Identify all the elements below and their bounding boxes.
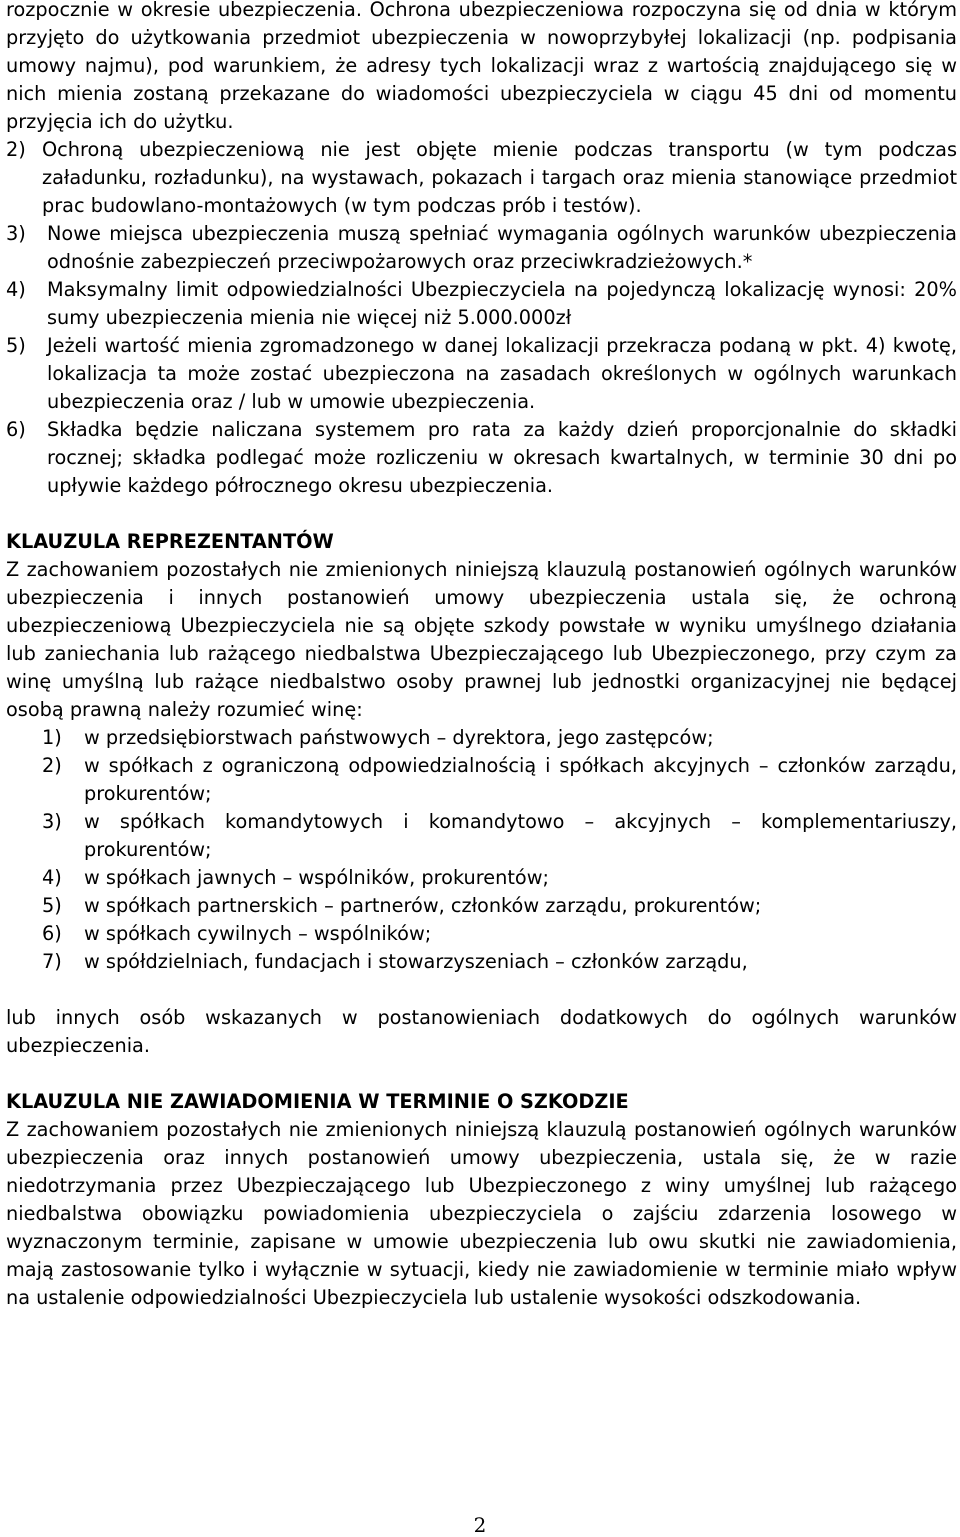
list-item-number: 4)	[6, 278, 26, 301]
section-heading: KLAUZULA NIE ZAWIADOMIENIA W TERMINIE O SZKODZIE	[6, 1090, 629, 1113]
page-number: 2	[473, 1513, 487, 1537]
list-item-number: 5)	[6, 334, 26, 357]
list-item-text: w spółkach cywilnych – wspólników;	[84, 922, 432, 945]
section-body: Z zachowaniem pozostałych nie zmienionych niniejszą klauzulą postanowień ogólnych warunków ubezpieczenia i innych postanowień umowy ubezpieczenia ustala się, że ochroną ubezpieczeniową Ubezpieczyciela nie są objęte szkody powstałe w wyniku umyślnego działania lub zaniechania lub rażącego niedbalstwa Ubezpieczającego lub Ubezpieczonego, przy czym za winę umyślną lub rażące niedbalstwo osoby prawnej lub jednostki organizacyjnej nie będącej osobą prawną należy rozumieć winę:	[6, 558, 957, 721]
list-item-text: w spółkach jawnych – wspólników, prokurentów;	[84, 866, 549, 889]
intro-continuation: rozpocznie w okresie ubezpieczenia. Ochrona ubezpieczeniowa rozpoczyna się od dnia w którym przyjęto do użytkowania przedmiot ubezpieczenia w nowoprzybyłej lokalizacji (np. podpisania umowy najmu), pod warunkiem, że adresy tych lokalizacji wraz z wartością znajdującego się w nich mienia zostaną przekazane do wiadomości ubezpieczyciela w ciągu 45 dni od momentu przyjęcia ich do użytku.	[6, 0, 957, 133]
section-heading: KLAUZULA REPREZENTANTÓW	[6, 530, 334, 553]
section-body: Z zachowaniem pozostałych nie zmienionych niniejszą klauzulą postanowień ogólnych warunków ubezpieczenia oraz innych postanowień umowy ubezpieczenia, ustala się, że w razie niedotrzymania przez Ubezpieczającego lub Ubezpieczonego z winy umyślnej lub rażącego niedbalstwa obowiązku powiadomienia ubezpieczyciela o zajściu zdarzenia losowego w wyznaczonym terminie, zapisane w umowie ubezpieczenia lub owu skutki nie zawiadomienia, mają zastosowanie tylko i wyłącznie w sytuacji, kiedy nie zawiadomienie w terminie miało wpływ na ustalenie odpowiedzialności Ubezpieczyciela lub ustalenie wysokości odszkodowania.	[6, 1118, 957, 1309]
list-item	[42, 892, 957, 920]
list-item	[6, 416, 957, 500]
list-item-text: w spółkach z ograniczoną odpowiedzialnością i spółkach akcyjnych – członków zarządu, prokurentów;	[84, 754, 957, 805]
list-item-text: Maksymalny limit odpowiedzialności Ubezpieczyciela na pojedynczą lokalizację wynosi: 20% sumy ubezpieczenia mienia nie więcej niż 5.000.000zł	[47, 278, 957, 329]
list-item	[42, 752, 957, 808]
list-item-number: 2)	[6, 138, 26, 161]
list-item	[6, 276, 957, 332]
list-item	[42, 724, 957, 752]
list-item-number: 7)	[42, 950, 62, 973]
list-item	[6, 136, 957, 220]
section-spacer	[6, 976, 957, 1004]
list-item	[6, 332, 957, 416]
list-item-text: w spółkach partnerskich – partnerów, członków zarządu, prokurentów;	[84, 894, 762, 917]
intro-list	[6, 136, 957, 500]
list-item	[42, 808, 957, 864]
list-item-number: 5)	[42, 894, 62, 917]
list-item-text: w spółkach komandytowych i komandytowo – akcyjnych – komplementariuszy, prokurentów;	[84, 810, 957, 861]
document-page	[6, 0, 957, 1312]
list-item	[6, 220, 957, 276]
list-item-number: 2)	[42, 754, 62, 777]
list-item-number: 6)	[42, 922, 62, 945]
list-item-text: Ochroną ubezpieczeniową nie jest objęte mienie podczas transportu (w tym podczas załadunku, rozładunku), na wystawach, pokazach i targach oraz mienia stanowiące przedmiot prac budowlano-montażowych (w tym podczas prób i testów).	[42, 138, 957, 217]
section-spacer	[6, 1060, 957, 1088]
section-closing: lub innych osób wskazanych w postanowieniach dodatkowych do ogólnych warunków ubezpieczenia.	[6, 1006, 957, 1057]
list-item	[42, 948, 957, 976]
list-item-number: 3)	[6, 222, 26, 245]
list-item-text: Jeżeli wartość mienia zgromadzonego w danej lokalizacji przekracza podaną w pkt. 4) kwotę, lokalizacja ta może zostać ubezpieczona na zasadach określonych w ogólnych warunkach ubezpieczenia oraz / lub w umowie ubezpieczenia.	[47, 334, 957, 413]
representatives-clause	[6, 528, 957, 1060]
list-item-number: 4)	[42, 866, 62, 889]
section-spacer	[6, 500, 957, 528]
notification-clause	[6, 1088, 957, 1312]
list-item	[42, 864, 957, 892]
list-item-number: 1)	[42, 726, 62, 749]
list-item-text: Składka będzie naliczana systemem pro rata za każdy dzień proporcjonalnie do składki rocznej; składka podlegać może rozliczeniu w okresach kwartalnych, w terminie 30 dni po upływie każdego półrocznego okresu ubezpieczenia.	[47, 418, 957, 497]
list-item-text: w spółdzielniach, fundacjach i stowarzyszeniach – członków zarządu,	[84, 950, 748, 973]
list-item-number: 6)	[6, 418, 26, 441]
representatives-list	[42, 724, 957, 976]
list-item	[42, 920, 957, 948]
list-item-text: Nowe miejsca ubezpieczenia muszą spełniać wymagania ogólnych warunków ubezpieczenia odnośnie zabezpieczeń przeciwpożarowych oraz przeciwkradzieżowych.*	[47, 222, 957, 273]
list-item-number: 3)	[42, 810, 62, 833]
list-item-text: w przedsiębiorstwach państwowych – dyrektora, jego zastępców;	[84, 726, 714, 749]
